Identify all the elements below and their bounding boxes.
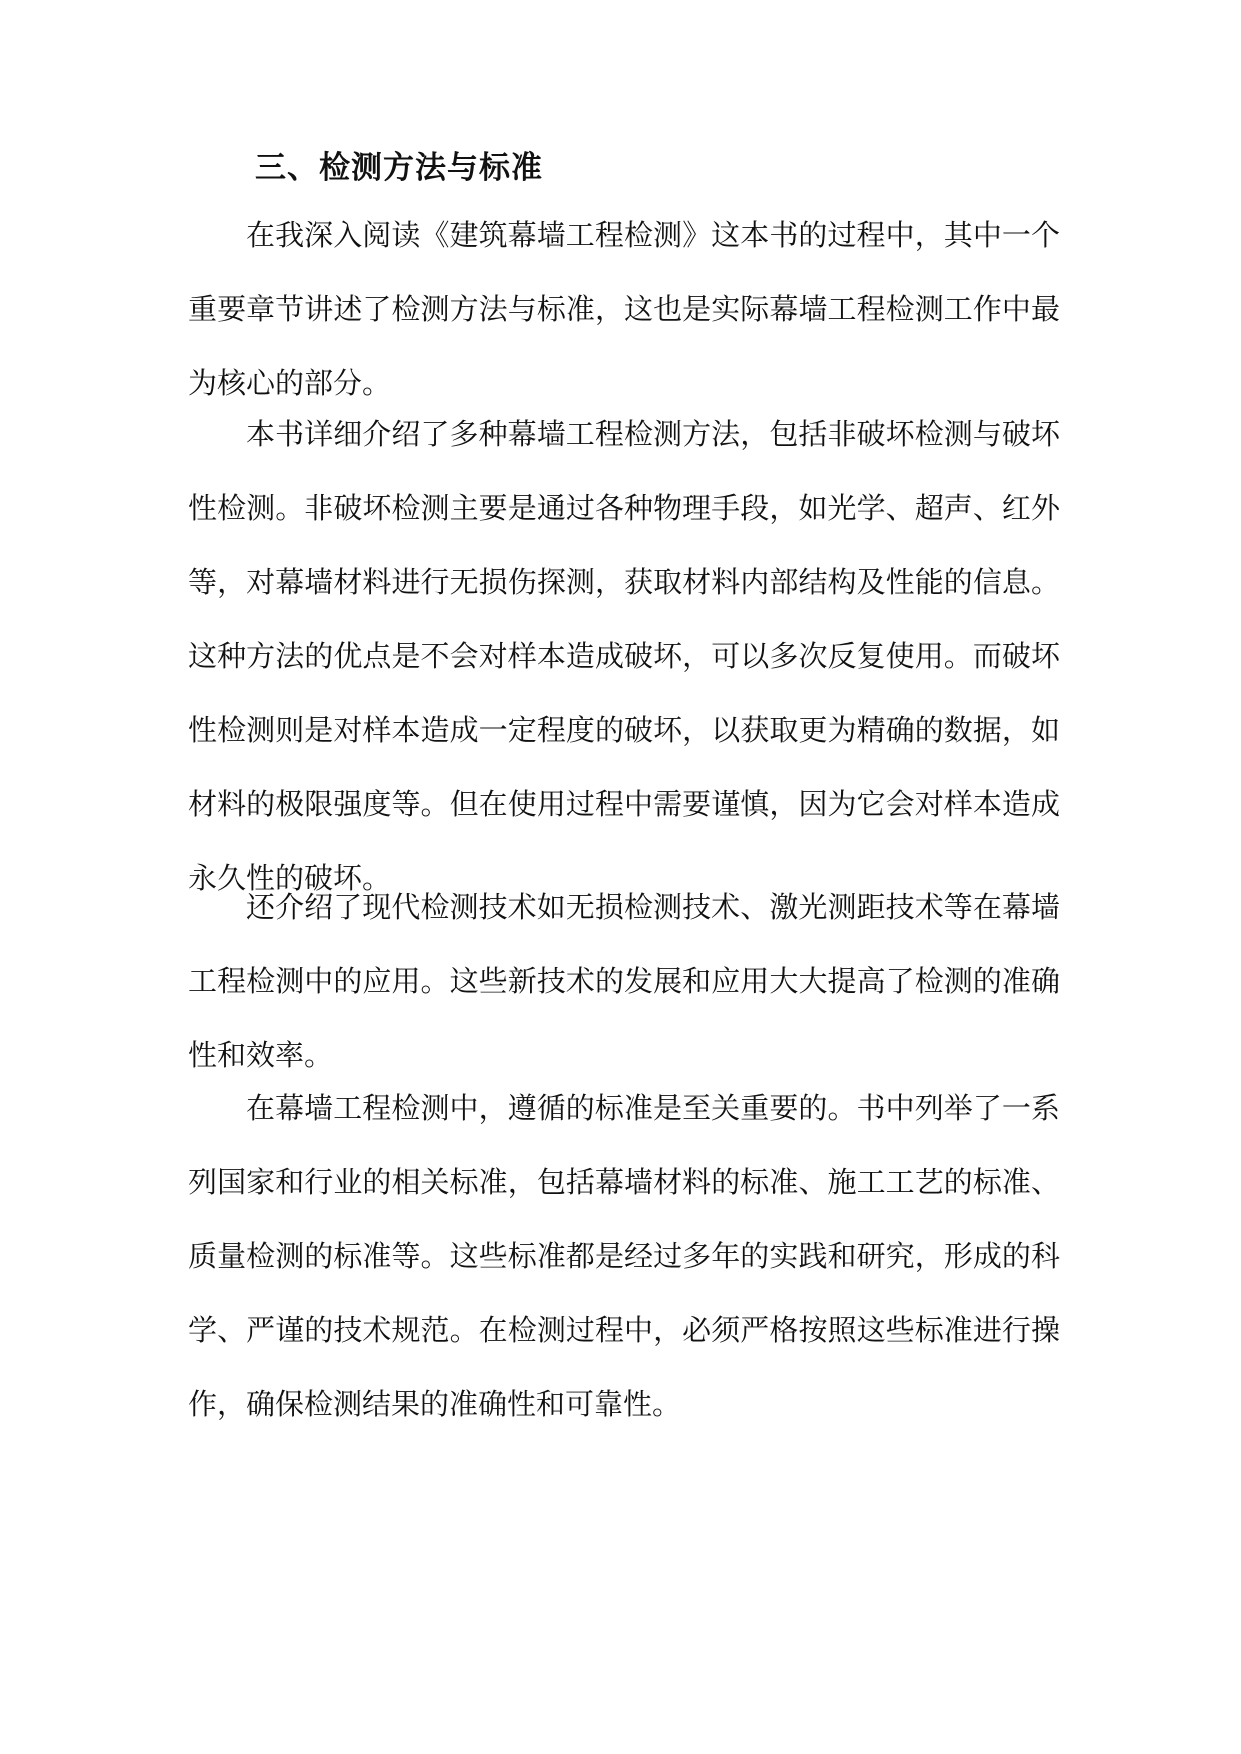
paragraph-line: 在幕墙工程检测中，遵循的标准是至关重要的。书中列举了一系 <box>246 1091 1060 1125</box>
paragraph-2 <box>188 397 1060 915</box>
paragraph-line: 列国家和行业的相关标准，包括幕墙材料的标准、施工工艺的标准、 <box>188 1165 1060 1199</box>
paragraph-line: 为核心的部分。 <box>188 366 392 400</box>
paragraph-line: 作，确保检测结果的准确性和可靠性。 <box>188 1387 682 1421</box>
paragraph-line: 等，对幕墙材料进行无损伤探测，获取材料内部结构及性能的信息。 <box>188 565 1060 599</box>
paragraph-line: 性检测。非破坏检测主要是通过各种物理手段，如光学、超声、红外 <box>188 491 1060 525</box>
paragraph-line: 永久性的破坏。 <box>188 861 392 895</box>
paragraph-1 <box>188 198 1060 420</box>
paragraph-line: 这种方法的优点是不会对样本造成破坏，可以多次反复使用。而破坏 <box>188 639 1060 673</box>
paragraph-line: 材料的极限强度等。但在使用过程中需要谨慎，因为它会对样本造成 <box>188 787 1060 821</box>
paragraph-line: 性检测则是对样本造成一定程度的破坏，以获取更为精确的数据，如 <box>188 713 1060 747</box>
paragraph-4 <box>188 1071 1060 1441</box>
paragraph-line: 工程检测中的应用。这些新技术的发展和应用大大提高了检测的准确 <box>188 964 1060 998</box>
paragraph-line: 还介绍了现代检测技术如无损检测技术、激光测距技术等在幕墙 <box>246 890 1060 924</box>
paragraph-line: 本书详细介绍了多种幕墙工程检测方法，包括非破坏检测与破坏 <box>246 417 1060 451</box>
paragraph-line: 性和效率。 <box>188 1038 334 1072</box>
paragraph-line: 质量检测的标准等。这些标准都是经过多年的实践和研究，形成的科 <box>188 1239 1060 1273</box>
paragraph-3 <box>188 870 1060 1092</box>
paragraph-line: 学、严谨的技术规范。在检测过程中，必须严格按照这些标准进行操 <box>188 1313 1060 1347</box>
paragraph-line: 在我深入阅读《建筑幕墙工程检测》这本书的过程中，其中一个 <box>246 218 1060 252</box>
paragraph-line: 重要章节讲述了检测方法与标准，这也是实际幕墙工程检测工作中最 <box>188 292 1060 326</box>
section-heading: 三、检测方法与标准 <box>255 150 543 186</box>
